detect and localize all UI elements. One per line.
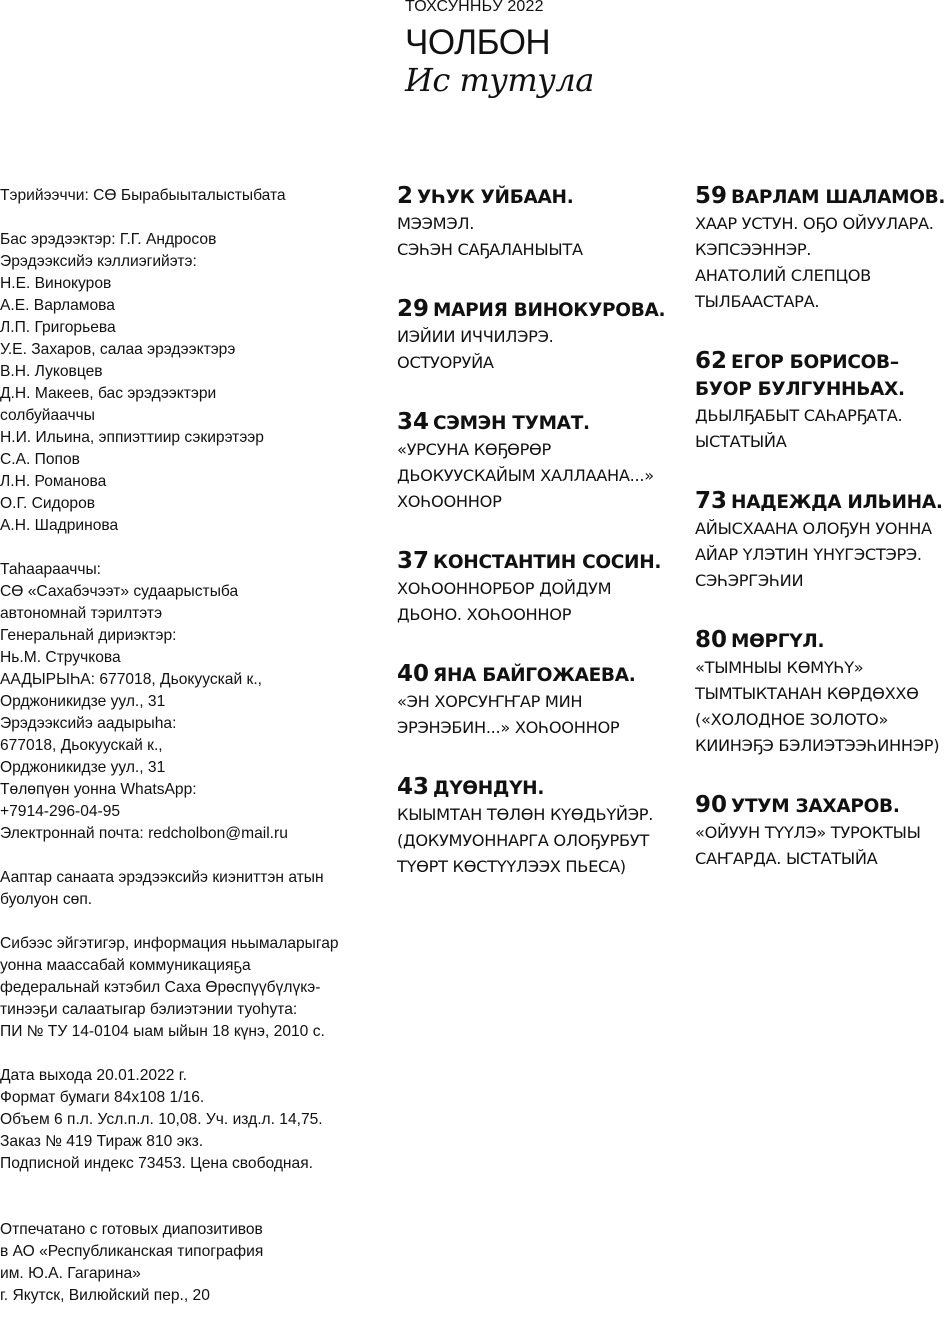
work-title-line: «ОЙУУН ТҮҮЛЭ» ТУРОКТЫЫ [695,823,921,842]
publisher-line: Төлөпүөн уонна WhatsApp: [0,781,197,798]
editorial-line: У.Е. Захаров, салаа эрэдээктэрэ [0,341,236,358]
author-name: МӨРГҮЛ. [731,631,825,652]
work-title [695,403,949,455]
work-title-line: ОСТУОРУЙА [397,353,494,372]
editorial-line: Л.П. Григорьева [0,319,116,336]
editorial-line: Бас эрэдээктэр: Г.Г. Андросов [0,231,217,248]
work-title [695,820,949,872]
toc-heading [695,183,949,211]
publisher-line: Эрэдээксийэ аадырыһа: [0,715,177,732]
publisher-line: ААДЫРЫҺА: 677018, Дьокуускай к., [0,671,262,688]
disclaimer-block [0,867,380,911]
author-name: КОНСТАНТИН СОСИН. [433,552,662,573]
work-title-line: ЫСТАТЫЙА [695,432,787,451]
toc-column-right [695,183,949,905]
publisher-line: Генеральнай дириэктэр: [0,627,177,644]
work-title-line: АЙАР ҮЛЭТИН ҮНҮГЭСТЭРЭ. [695,545,922,564]
author-name: ВАРЛАМ ШАЛАМОВ. [731,187,946,208]
toc-heading [397,296,687,324]
printer-line: г. Якутск, Вилюйский пер., 20 [0,1287,210,1304]
page-number: 80 [695,627,728,653]
editorial-line: О.Г. Сидоров [0,495,96,512]
toc-column-middle [397,183,687,913]
registration-line: Сибээс эйгэтигэр, информация ньымаларыгар [0,935,339,952]
imprint-column [0,185,380,1329]
toc-heading [695,792,949,820]
founder-line: Тэрийээччи: СӨ Бырабыыталыстыбата [0,187,286,204]
author-name: СЭМЭН ТУМАТ. [433,413,590,434]
toc-heading [397,183,687,211]
work-title-line: ИЭЙИИ ИЧЧИЛЭРЭ. [397,327,554,346]
editorial-line: Эрэдээксийэ кэллиэгийэтэ: [0,253,197,270]
print-detail-line: Подписной индекс 73453. Цена свободная. [0,1155,313,1172]
author-name: НАДЕЖДА ИЛЬИНА. [731,492,943,513]
printer-line: в АО «Республиканская типография [0,1243,264,1260]
work-title-line: («ХОЛОДНОЕ ЗОЛОТО» [695,710,889,729]
work-title-line: СЭҺЭРГЭҺИИ [695,571,804,590]
work-title-line: ЭРЭНЭБИН...» ХОҺООННОР [397,718,620,737]
printer-line: им. Ю.А. Гагарина» [0,1265,141,1282]
print-detail-line: Заказ № 419 Тираж 810 экз. [0,1133,204,1150]
page-number: 2 [397,183,414,209]
page-number: 29 [397,296,430,322]
work-title-line: АЙЫСХААНА ОЛОҔУН УОННА [695,519,932,538]
author-name: МАРИЯ ВИНОКУРОВА. [433,300,666,321]
disclaimer-line: Ааптар санаата эрэдээксийэ киэниттэн атын [0,869,324,886]
toc-heading [397,548,687,576]
registration-line: ПИ № ТУ 14-0104 ыам ыйын 18 күнэ, 2010 с. [0,1023,325,1040]
editorial-line: А.Н. Шадринова [0,517,119,534]
work-title [695,211,949,315]
page-number: 90 [695,792,728,818]
editorial-line: Л.Н. Романова [0,473,107,490]
editorial-line: А.Е. Варламова [0,297,115,314]
work-title-line: КИИНЭҔЭ БЭЛИЭТЭЭҺИННЭР) [695,736,940,755]
work-title-line: ДЬЫЛҔАБЫТ САҺАРҔАТА. [695,406,903,425]
toc-heading [695,488,949,516]
author-name: ЕГОР БОРИСОВ– [731,352,899,373]
toc-heading [397,661,687,689]
registration-block [0,933,380,1043]
page-number: 43 [397,774,430,800]
print-detail-line: Объем 6 п.л. Усл.п.л. 10,08. Уч. изд.л. 14,75. [0,1111,323,1128]
page-number: 59 [695,183,728,209]
publisher-line: Орджоникидзе уул., 31 [0,759,166,776]
magazine-title: ЧОЛБОН [405,23,551,62]
phone-number: +7914-296-04-95 [0,803,121,820]
issue-date: ТОХСУННЬУ 2022 [405,0,544,15]
work-title-line: ХААР УСТУН. ОҔО ОЙУУЛАРА. [695,214,934,233]
toc-entry[interactable] [397,661,687,741]
toc-entry[interactable] [397,183,687,263]
work-title-line: «ЭН ХОРСУҤҤАР МИН [397,692,583,711]
work-title-line: ТҮӨРТ КӨСТҮҮЛЭЭХ ПЬЕСА) [397,857,626,876]
work-title-line: СЭҺЭН САҔАЛАНЫЫТА [397,240,583,259]
print-details-block [0,1065,380,1175]
toc-entry[interactable] [695,627,949,759]
toc-entry[interactable] [695,488,949,594]
work-title-line: (ДОКУМУОННАРГА ОЛОҔУРБУТ [397,831,649,850]
toc-heading [695,627,949,655]
printer-line: Отпечатано с готовых диапозитивов [0,1221,263,1238]
registration-line: уонна маассабай коммуникацияҕа [0,957,251,974]
work-title-line: МЭЭМЭЛ. [397,214,475,233]
registration-line: федеральнай кэтэбил Саха Өрөспүүбүлүкэ- [0,979,321,996]
publisher-line: СӨ «Сахабэчээт» судаарыстыба [0,583,239,600]
author-name: УТУМ ЗАХАРОВ. [731,796,900,817]
work-title-line: «ТЫМНЫЫ КӨМҮҺҮ» [695,658,864,677]
editorial-line: Д.Н. Макеев, бас эрэдээктэри [0,385,217,402]
toc-entry[interactable] [695,792,949,872]
publisher-line: автономнай тэрилтэтэ [0,605,163,622]
work-title-line: ХОҺООННОРБОР ДОЙДУМ [397,579,612,598]
toc-heading [397,774,687,802]
page-number: 34 [397,409,430,435]
author-name-continued: БУОР БУЛГУННЬАХ. [695,379,905,400]
publisher-line: 677018, Дьокуускай к., [0,737,163,754]
work-title-line: ТЫМТЫКТАНАН КӨРДӨХХӨ [695,684,919,703]
work-title-line: КЫЫМТАН ТӨЛӨН КҮӨДЬҮЙЭР. [397,805,654,824]
page-number: 37 [397,548,430,574]
publisher-line: Орджоникидзе уул., 31 [0,693,166,710]
work-title [397,802,687,880]
work-title [397,437,687,515]
work-title-line: «УРСУНА КӨҔӨРӨР [397,440,551,459]
work-title-line: ХОҺООННОР [397,492,502,511]
author-name: УҺУК УЙБААН. [417,187,574,208]
toc-entry[interactable] [397,774,687,880]
disclaimer-line: буолуон сөп. [0,891,93,908]
toc-entry[interactable] [397,548,687,628]
editorial-line: С.А. Попов [0,451,80,468]
contents-heading: Ис тутула [405,61,594,99]
work-title [695,655,949,759]
work-title [397,576,687,628]
editorial-board-block [0,229,380,537]
work-title [397,211,687,263]
toc-heading [397,409,687,437]
work-title [695,516,949,594]
founder-block [0,185,380,207]
work-title-line: ТЫЛБААСТАРА. [695,292,820,311]
page-number: 62 [695,348,728,374]
work-title-line: ДЬОНО. ХОҺООННОР [397,605,572,624]
publisher-line: Таһаарааччы: [0,561,101,578]
publisher-line: Нь.М. Стручкова [0,649,121,666]
work-title-line: ДЬОКУУСКАЙЫМ ХАЛЛААНА...» [397,466,654,485]
editorial-line: Н.Е. Винокуров [0,275,112,292]
page-number: 73 [695,488,728,514]
publisher-block [0,559,380,845]
masthead [405,0,594,97]
print-detail-line: Формат бумаги 84х108 1/16. [0,1089,205,1106]
printer-block [0,1219,380,1307]
editorial-line: солбуйааччы [0,407,95,424]
editorial-line: В.Н. Луковцев [0,363,103,380]
author-name: ДҮӨНДҮН. [433,778,545,799]
toc-entry[interactable] [695,348,949,455]
author-name: ЯНА БАЙГОЖАЕВА. [433,665,636,686]
editorial-line: Н.И. Ильина, эппиэттиир сэкирэтээр [0,429,264,446]
email-line: Электроннай почта: redcholbon@mail.ru [0,825,288,842]
work-title-line: КЭПСЭЭННЭР. [695,240,812,259]
page-number: 40 [397,661,430,687]
print-detail-line: Дата выхода 20.01.2022 г. [0,1067,187,1084]
toc-entry[interactable] [397,296,687,376]
work-title-line: САҤАРДА. ЫСТАТЫЙА [695,849,878,868]
work-title [397,689,687,741]
registration-line: тинээҕи салаатыгар бэлиэтэнии туоһута: [0,1001,298,1018]
toc-heading [695,348,949,403]
work-title-line: АНАТОЛИЙ СЛЕПЦОВ [695,266,871,285]
toc-entry[interactable] [397,409,687,515]
toc-entry[interactable] [695,183,949,315]
work-title [397,324,687,376]
